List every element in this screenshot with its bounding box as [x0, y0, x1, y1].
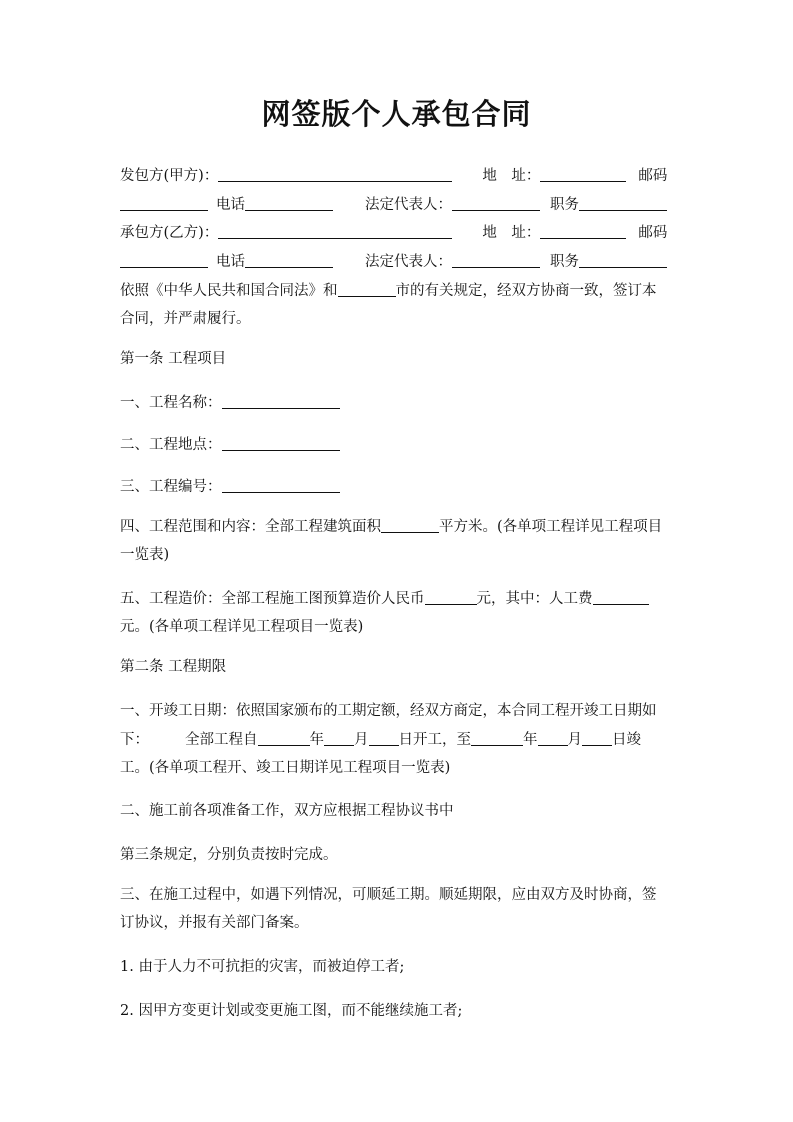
- dates-line3: 工。(各单项工程开、竣工日期详见工程项目一览表): [120, 760, 451, 776]
- end-month-blank: [538, 731, 568, 746]
- start-text: 日开工，至: [398, 732, 471, 748]
- month-label-2: 月: [567, 732, 582, 748]
- article-2-heading: 第二条 工程期限: [120, 659, 227, 675]
- cost-line1: [120, 589, 680, 609]
- party-b-phone-blank: [245, 253, 333, 268]
- party-b-rep-label: 法定代表人：: [365, 254, 452, 270]
- dates-line1: 一、开竣工日期：依照国家颁布的工期定额，经双方商定，本合同工程开竣工日期如: [120, 703, 657, 719]
- party-b-rep-blank: [452, 253, 540, 268]
- project-number-label: 三、工程编号：: [120, 479, 222, 495]
- labor-cost-blank: [593, 590, 649, 605]
- party-a-line2: [120, 195, 680, 215]
- scope-line2: 一览表): [120, 547, 170, 563]
- scope-text-post: 平方米。(各单项工程详见工程项目: [439, 519, 663, 535]
- start-year-blank: [258, 731, 310, 746]
- party-b-label: 承包方(乙方)：: [120, 225, 219, 241]
- party-a-job-label: 职务: [550, 197, 579, 213]
- condition-1: 1. 由于人力不可抗拒的灾害，而被迫停工者;: [120, 959, 405, 975]
- end-year-blank: [471, 731, 523, 746]
- prep-line: 二、施工前各项准备工作，双方应根据工程协议书中: [120, 803, 454, 819]
- extension-line2: 订协议，并报有关部门备案。: [120, 915, 309, 931]
- start-day-blank: [369, 731, 399, 746]
- dates-line2: [120, 730, 680, 750]
- party-a-rep-blank: [452, 196, 540, 211]
- party-a-address-label: 地 址：: [482, 168, 541, 184]
- total-cost-blank: [425, 590, 477, 605]
- condition-2: 2. 因甲方变更计划或变更施工图，而不能继续施工者;: [120, 1003, 463, 1019]
- project-name-line: [120, 393, 680, 413]
- cost-line2: 元。(各单项工程详见工程项目一览表): [120, 619, 364, 635]
- party-a-address-blank: [540, 167, 626, 182]
- cost-text-pre: 五、工程造价：全部工程施工图预算造价人民币: [120, 591, 425, 607]
- basis-text-post: 市的有关规定，经双方协商一致，签订本: [395, 283, 657, 299]
- party-a-rep-label: 法定代表人：: [365, 197, 452, 213]
- party-b-zip-blank: [120, 253, 208, 268]
- project-location-label: 二、工程地点：: [120, 437, 222, 453]
- party-b-line2: [120, 252, 680, 272]
- party-a-phone-label: 电话: [216, 197, 245, 213]
- basis-line2: 合同，并严肃履行。: [120, 311, 251, 327]
- dates-text-b: 全部工程自: [185, 732, 258, 748]
- extension-line1: 三、在施工过程中，如遇下列情况，可顺延工期。顺延期限，应由双方及时协商，签: [120, 887, 657, 903]
- document-title: 网签版个人承包合同: [261, 97, 532, 131]
- party-b-phone-label: 电话: [216, 254, 245, 270]
- basis-line1: [120, 281, 680, 301]
- area-blank: [381, 518, 439, 533]
- party-b-zip-label: 邮码: [638, 225, 668, 241]
- party-b-line1: [120, 223, 680, 243]
- article-1-heading: 第一条 工程项目: [120, 351, 227, 367]
- party-a-phone-blank: [245, 196, 333, 211]
- party-a-zip-label: 邮码: [638, 168, 668, 184]
- dates-text-a: 下：: [120, 732, 149, 748]
- party-a-line1: [120, 166, 680, 186]
- article3-ref-line: 第三条规定，分别负责按时完成。: [120, 847, 338, 863]
- scope-line1: [120, 517, 680, 537]
- year-label-2: 年: [523, 732, 538, 748]
- month-label-1: 月: [354, 732, 369, 748]
- project-location-line: [120, 435, 680, 455]
- cost-text-mid: 元，其中：人工费: [476, 591, 593, 607]
- party-b-job-blank: [579, 253, 667, 268]
- party-b-address-blank: [540, 224, 626, 239]
- party-a-name-blank: [218, 167, 452, 182]
- end-day-blank: [582, 731, 612, 746]
- party-a-job-blank: [579, 196, 667, 211]
- project-number-blank: [222, 478, 340, 493]
- year-label-1: 年: [309, 732, 324, 748]
- project-name-label: 一、工程名称：: [120, 395, 222, 411]
- scope-text-pre: 四、工程范围和内容：全部工程建筑面积: [120, 519, 381, 535]
- party-b-name-blank: [218, 224, 452, 239]
- end-text: 日竣: [612, 732, 641, 748]
- party-b-job-label: 职务: [550, 254, 579, 270]
- party-b-address-label: 地 址：: [482, 225, 541, 241]
- project-name-blank: [222, 394, 340, 409]
- project-location-blank: [222, 436, 340, 451]
- start-month-blank: [324, 731, 354, 746]
- party-a-zip-blank: [120, 196, 208, 211]
- party-a-label: 发包方(甲方)：: [120, 168, 219, 184]
- city-blank: [338, 282, 396, 297]
- basis-text-pre: 依照《中华人民共和国合同法》和: [120, 283, 338, 299]
- project-number-line: [120, 477, 680, 497]
